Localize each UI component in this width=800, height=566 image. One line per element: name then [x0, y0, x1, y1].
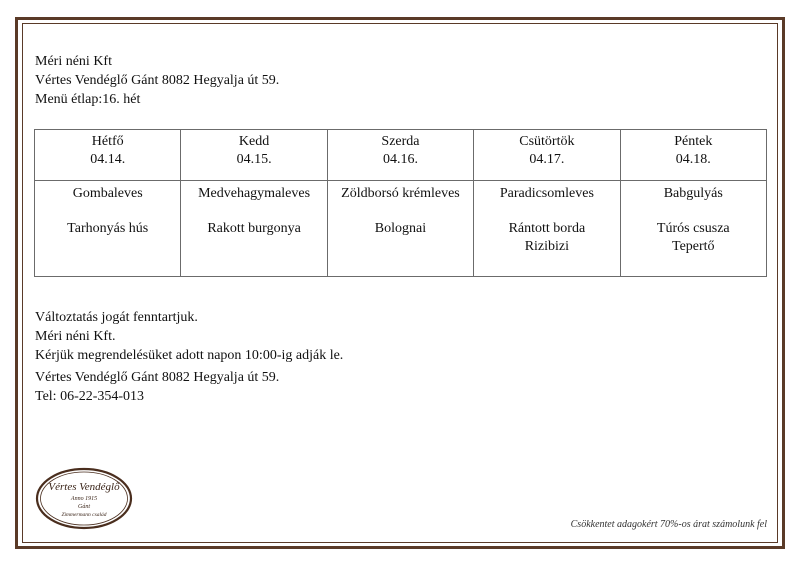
main-item: Túrós csusza [656, 221, 730, 236]
menu-cell-wednesday [327, 181, 473, 277]
logo-place: Gánt [78, 504, 90, 510]
day-date: 04.14. [90, 152, 126, 167]
soup-item: Gombaleves [72, 186, 143, 201]
day-date: 04.15. [236, 152, 272, 167]
main-item: Rántott borda [508, 221, 586, 236]
day-name: Csütörtök [519, 134, 575, 149]
day-date: 04.18. [675, 152, 711, 167]
main-item: Rakott burgonya [207, 221, 301, 236]
company-name: Méri néni Kft [35, 54, 112, 69]
weekly-menu-table [34, 129, 767, 277]
day-header-row [35, 130, 767, 181]
menu-cell-monday [35, 181, 181, 277]
menu-cell-thursday [474, 181, 620, 277]
soup-item: Babgulyás [663, 186, 723, 201]
day-header-monday [35, 130, 181, 181]
menu-cell-tuesday [181, 181, 327, 277]
day-date: 04.17. [529, 152, 565, 167]
menu-week-title: Menü étlap:16. hét [35, 92, 141, 107]
menu-items-row [35, 181, 767, 277]
side-item: Tepertő [672, 239, 715, 254]
rights-notice: Változtatás jogát fenntartjuk. [35, 310, 198, 325]
company-name-footer: Méri néni Kft. [35, 329, 116, 344]
soup-item: Zöldborsó krémleves [341, 186, 460, 201]
soup-item: Paradicsomleves [499, 186, 594, 201]
phone-number: Tel: 06-22-354-013 [35, 389, 145, 404]
document-header [35, 52, 279, 109]
order-deadline-notice: Kérjük megrendelésüket adott napon 10:00-ig adják le. [35, 348, 344, 363]
day-name: Hétfő [91, 134, 124, 149]
day-name: Péntek [674, 134, 713, 149]
day-date: 04.16. [382, 152, 418, 167]
soup-item: Medvehagymaleves [198, 186, 311, 201]
main-item: Tarhonyás hús [67, 221, 149, 236]
restaurant-logo [35, 467, 133, 530]
day-header-wednesday [327, 130, 473, 181]
day-name: Kedd [238, 134, 270, 149]
day-name: Szerda [381, 134, 420, 149]
day-header-friday [620, 130, 766, 181]
portion-discount-note: Csökkentet adagokért 70%-os árat számolunk fel [570, 519, 767, 530]
logo-family: Zimmermann család [61, 512, 107, 518]
menu-cell-friday [620, 181, 766, 277]
day-header-tuesday [181, 130, 327, 181]
restaurant-address-footer: Vértes Vendéglő Gánt 8082 Hegyalja út 59. [35, 370, 280, 385]
document-footer [35, 308, 343, 406]
main-item: Bolognai [374, 221, 427, 236]
restaurant-address: Vértes Vendéglő Gánt 8082 Hegyalja út 59. [35, 73, 280, 88]
day-header-thursday [474, 130, 620, 181]
logo-year: Anno 1915 [70, 496, 98, 502]
side-item: Rizibizi [524, 239, 570, 254]
logo-title: Vértes Vendéglő [48, 481, 120, 493]
